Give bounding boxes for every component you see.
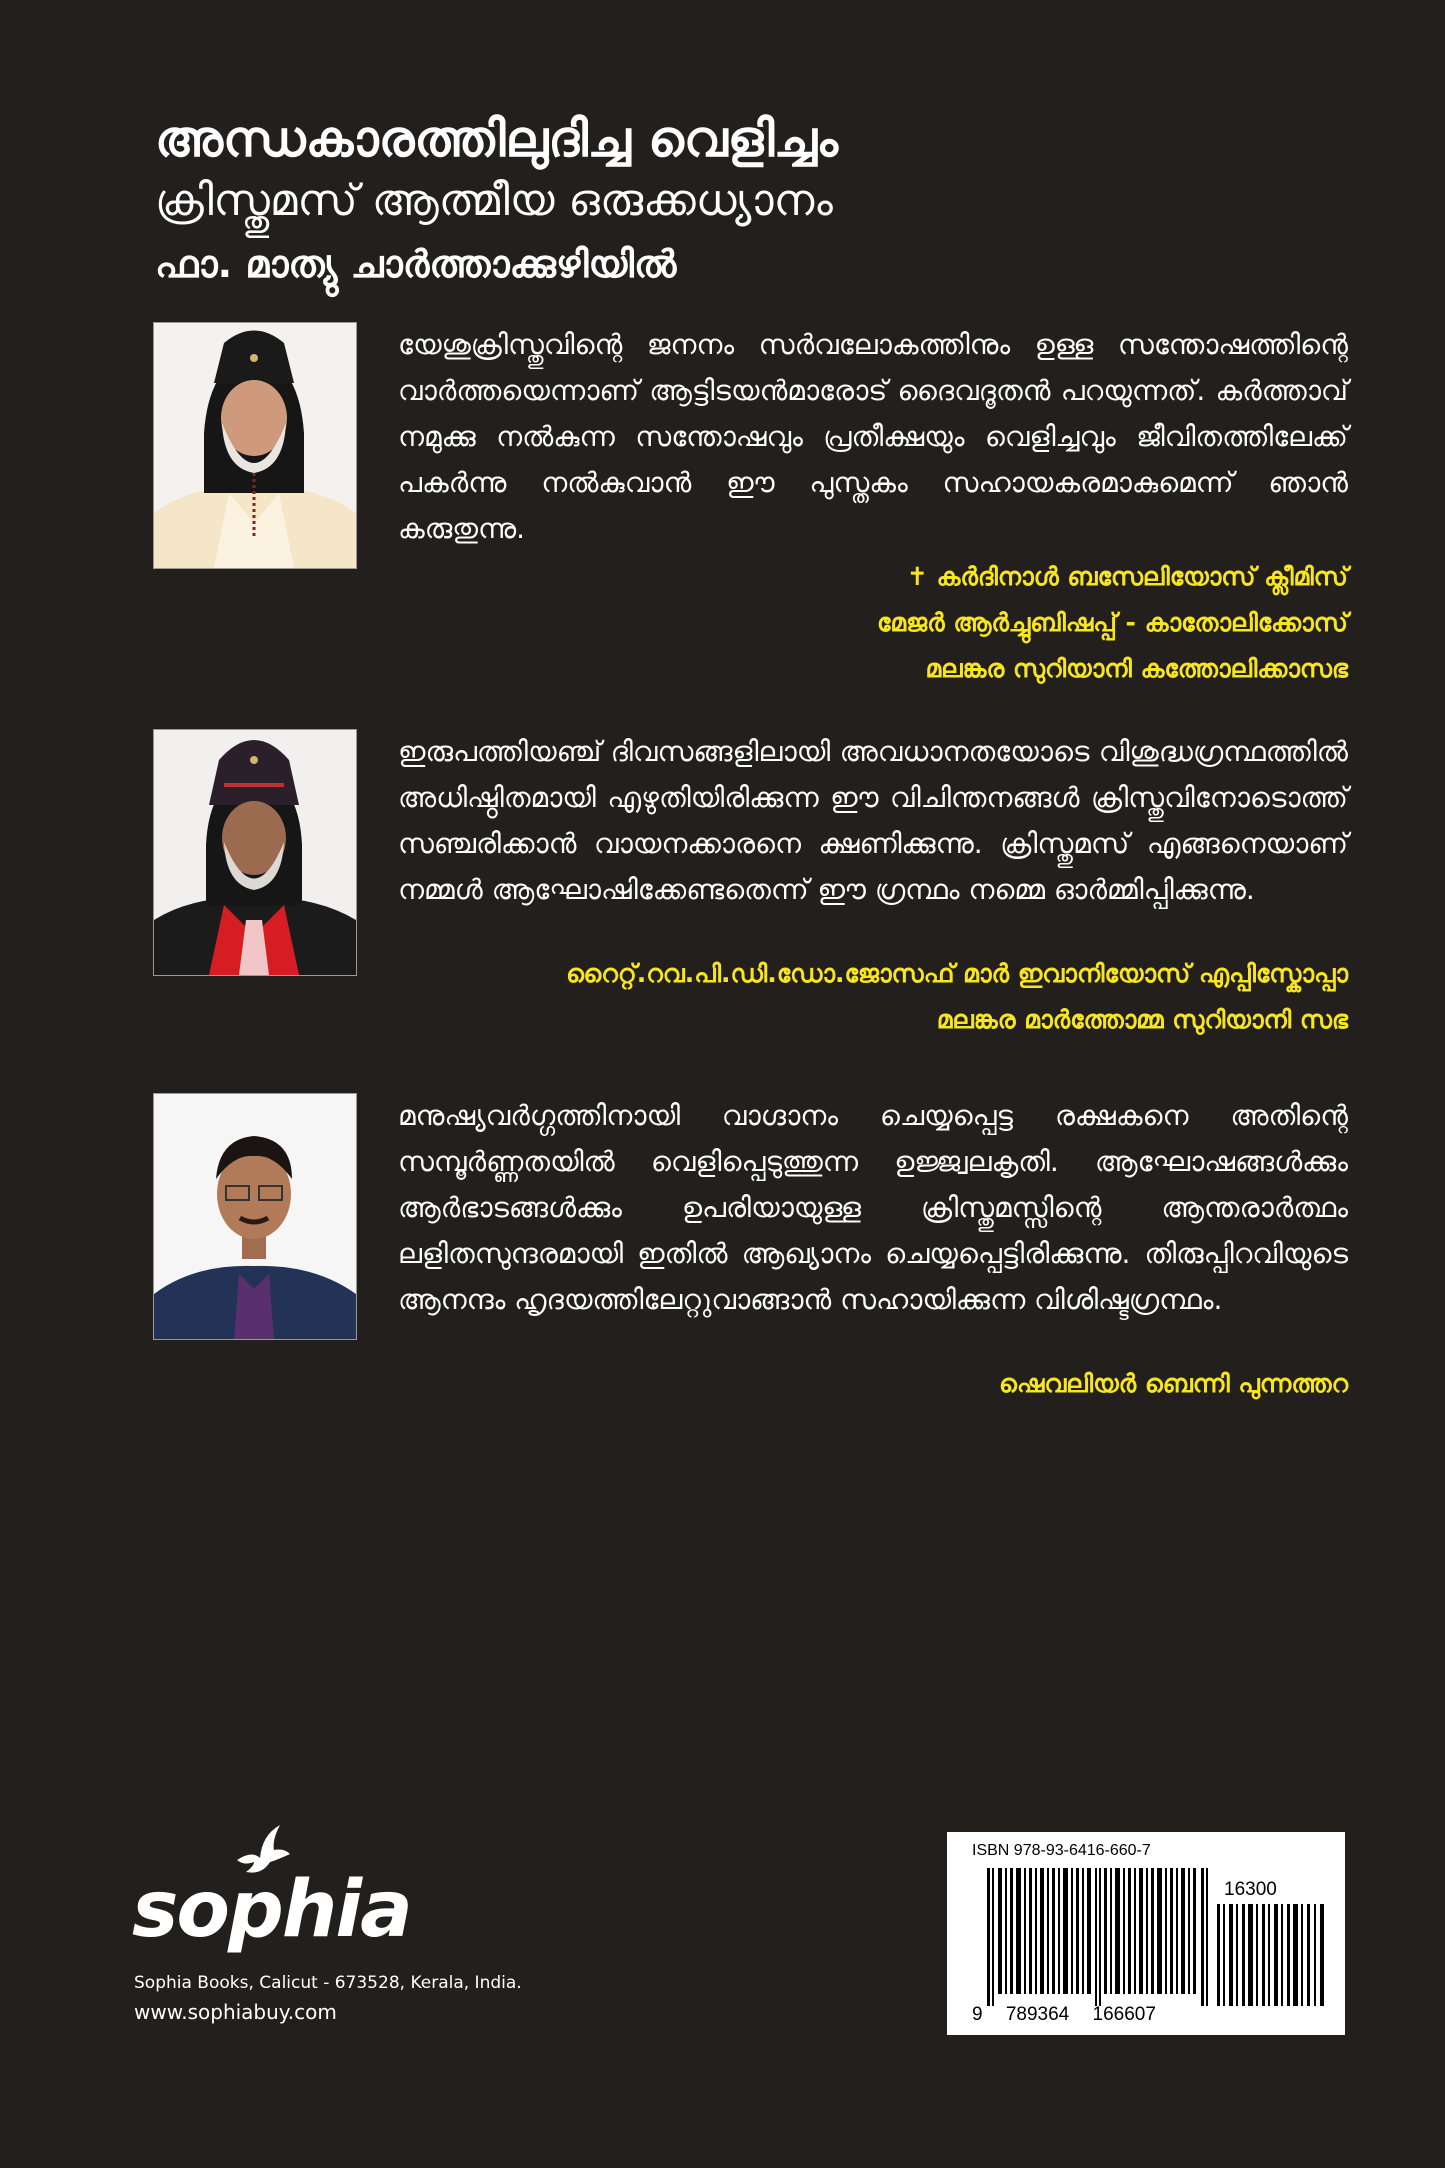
review-1-sig-line: ✝ കർദിനാൾ ബസേലിയോസ് ക്ലീമിസ്: [906, 562, 1348, 591]
book-author: ഫാ. മാത്യു ചാർത്താക്കുഴിയിൽ: [155, 242, 677, 286]
review-3-sig-line: ഷെവലിയർ ബെന്നി പുന്നത്തറ: [999, 1369, 1348, 1398]
barcode-number: 9 789364 166607: [972, 2004, 1156, 2025]
book-title: അന്ധകാരത്തിലുദിച്ച വെളിച്ചം: [155, 110, 839, 168]
barcode-bars: [987, 1868, 1212, 2006]
review-3-signature: [999, 1361, 1348, 1407]
review-2-sig-line: റൈറ്റ്.റവ.പി.ഡി.ഡോ.ജോസഫ് മാർ ഇവാനിയോസ് എപ്പിസ്കോപ്പാ: [566, 959, 1348, 988]
isbn-label: ISBN 978-93-6416-660-7: [972, 1842, 1151, 1859]
addon-barcode-bars: [1217, 1904, 1325, 2006]
review-2-text: ഇരുപത്തിയഞ്ച് ദിവസങ്ങളിലായി അവധാനതയോടെ വിശുദ്ധഗ്രന്ഥത്തിൽ അധിഷ്ഠിതമായി എഴുതിയിരിക്കുന്ന ഈ വിചിന്തനങ്ങൾ ക്രിസ്തുവിനോടൊത്ത് സഞ്ചരിക്കാൻ വായനക്കാരനെ ക്ഷണിക്കുന്നു. ക്രിസ്തുമസ് എങ്ങനെയാണ് നമ്മൾ ആഘോഷിക്കേണ്ടതെന്ന് ഈ ഗ്രന്ഥം നമ്മെ ഓർമ്മിപ്പിക്കുന്നു.: [398, 735, 1348, 906]
reviewer-3-photo: [153, 1093, 357, 1340]
price-code: 16300: [1224, 1879, 1277, 1900]
review-1-signature: [877, 554, 1348, 692]
publisher-website[interactable]: www.sophiabuy.com: [134, 2000, 337, 2024]
publisher-logo: sophia: [132, 1865, 411, 1955]
book-subtitle: ക്രിസ്തുമസ് ആത്മീയ ഒരുക്കധ്യാനം: [155, 175, 833, 226]
reviewer-1-photo: [153, 322, 357, 569]
review-2-sig-line: മലങ്കര മാർത്തോമ്മ സുറിയാനി സഭ: [936, 1005, 1348, 1034]
review-1-text: യേശുക്രിസ്തുവിന്റെ ജനനം സർവലോകത്തിനും ഉള്ള സന്തോഷത്തിന്റെ വാർത്തയെന്നാണ് ആട്ടിടയൻമാരോട് ദൈവദൂതൻ പറയുന്നത്. കർത്താവ് നമുക്കു നൽകുന്ന സന്തോഷവും പ്രതീക്ഷയും വെളിച്ചവും ജീവിതത്തിലേക്ക് പകർന്നു നൽകുവാൻ ഈ പുസ്തകം സഹായകരമാകുമെന്ന് ഞാൻ കരുതുന്നു.: [398, 328, 1348, 545]
reviewer-2-photo: [153, 729, 357, 976]
review-1-sig-line: മേജർ ആർച്ചുബിഷപ്പ് - കാതോലിക്കോസ്: [877, 608, 1348, 637]
review-3-text: മനുഷ്യവർഗ്ഗത്തിനായി വാഗ്ദാനം ചെയ്യപ്പെട്ട രക്ഷകനെ അതിന്റെ സമ്പൂർണ്ണതയിൽ വെളിപ്പെടുത്തുന്ന ഉജ്ജ്വലകൃതി. ആഘോഷങ്ങൾക്കും ആർഭാടങ്ങൾക്കും ഉപരിയായുള്ള ക്രിസ്തുമസ്സിന്റെ ആന്തരാർത്ഥം ലളിതസുന്ദരമായി ഇതിൽ ആഖ്യാനം ചെയ്യപ്പെട്ടിരിക്കുന്നു. തിരുപ്പിറവിയുടെ ആനന്ദം ഹൃദയത്തിലേറ്റുവാങ്ങാൻ സഹായിക്കുന്ന വിശിഷ്ടഗ്രന്ഥം.: [398, 1099, 1348, 1316]
barcode-box: [947, 1832, 1345, 2035]
review-2-signature: [566, 951, 1348, 1043]
publisher-address: Sophia Books, Calicut - 673528, Kerala, India.: [134, 1973, 522, 1993]
title-block: [155, 108, 1355, 296]
review-1-sig-line: മലങ്കര സുറിയാനി കത്തോലിക്കാസഭ: [925, 654, 1348, 683]
